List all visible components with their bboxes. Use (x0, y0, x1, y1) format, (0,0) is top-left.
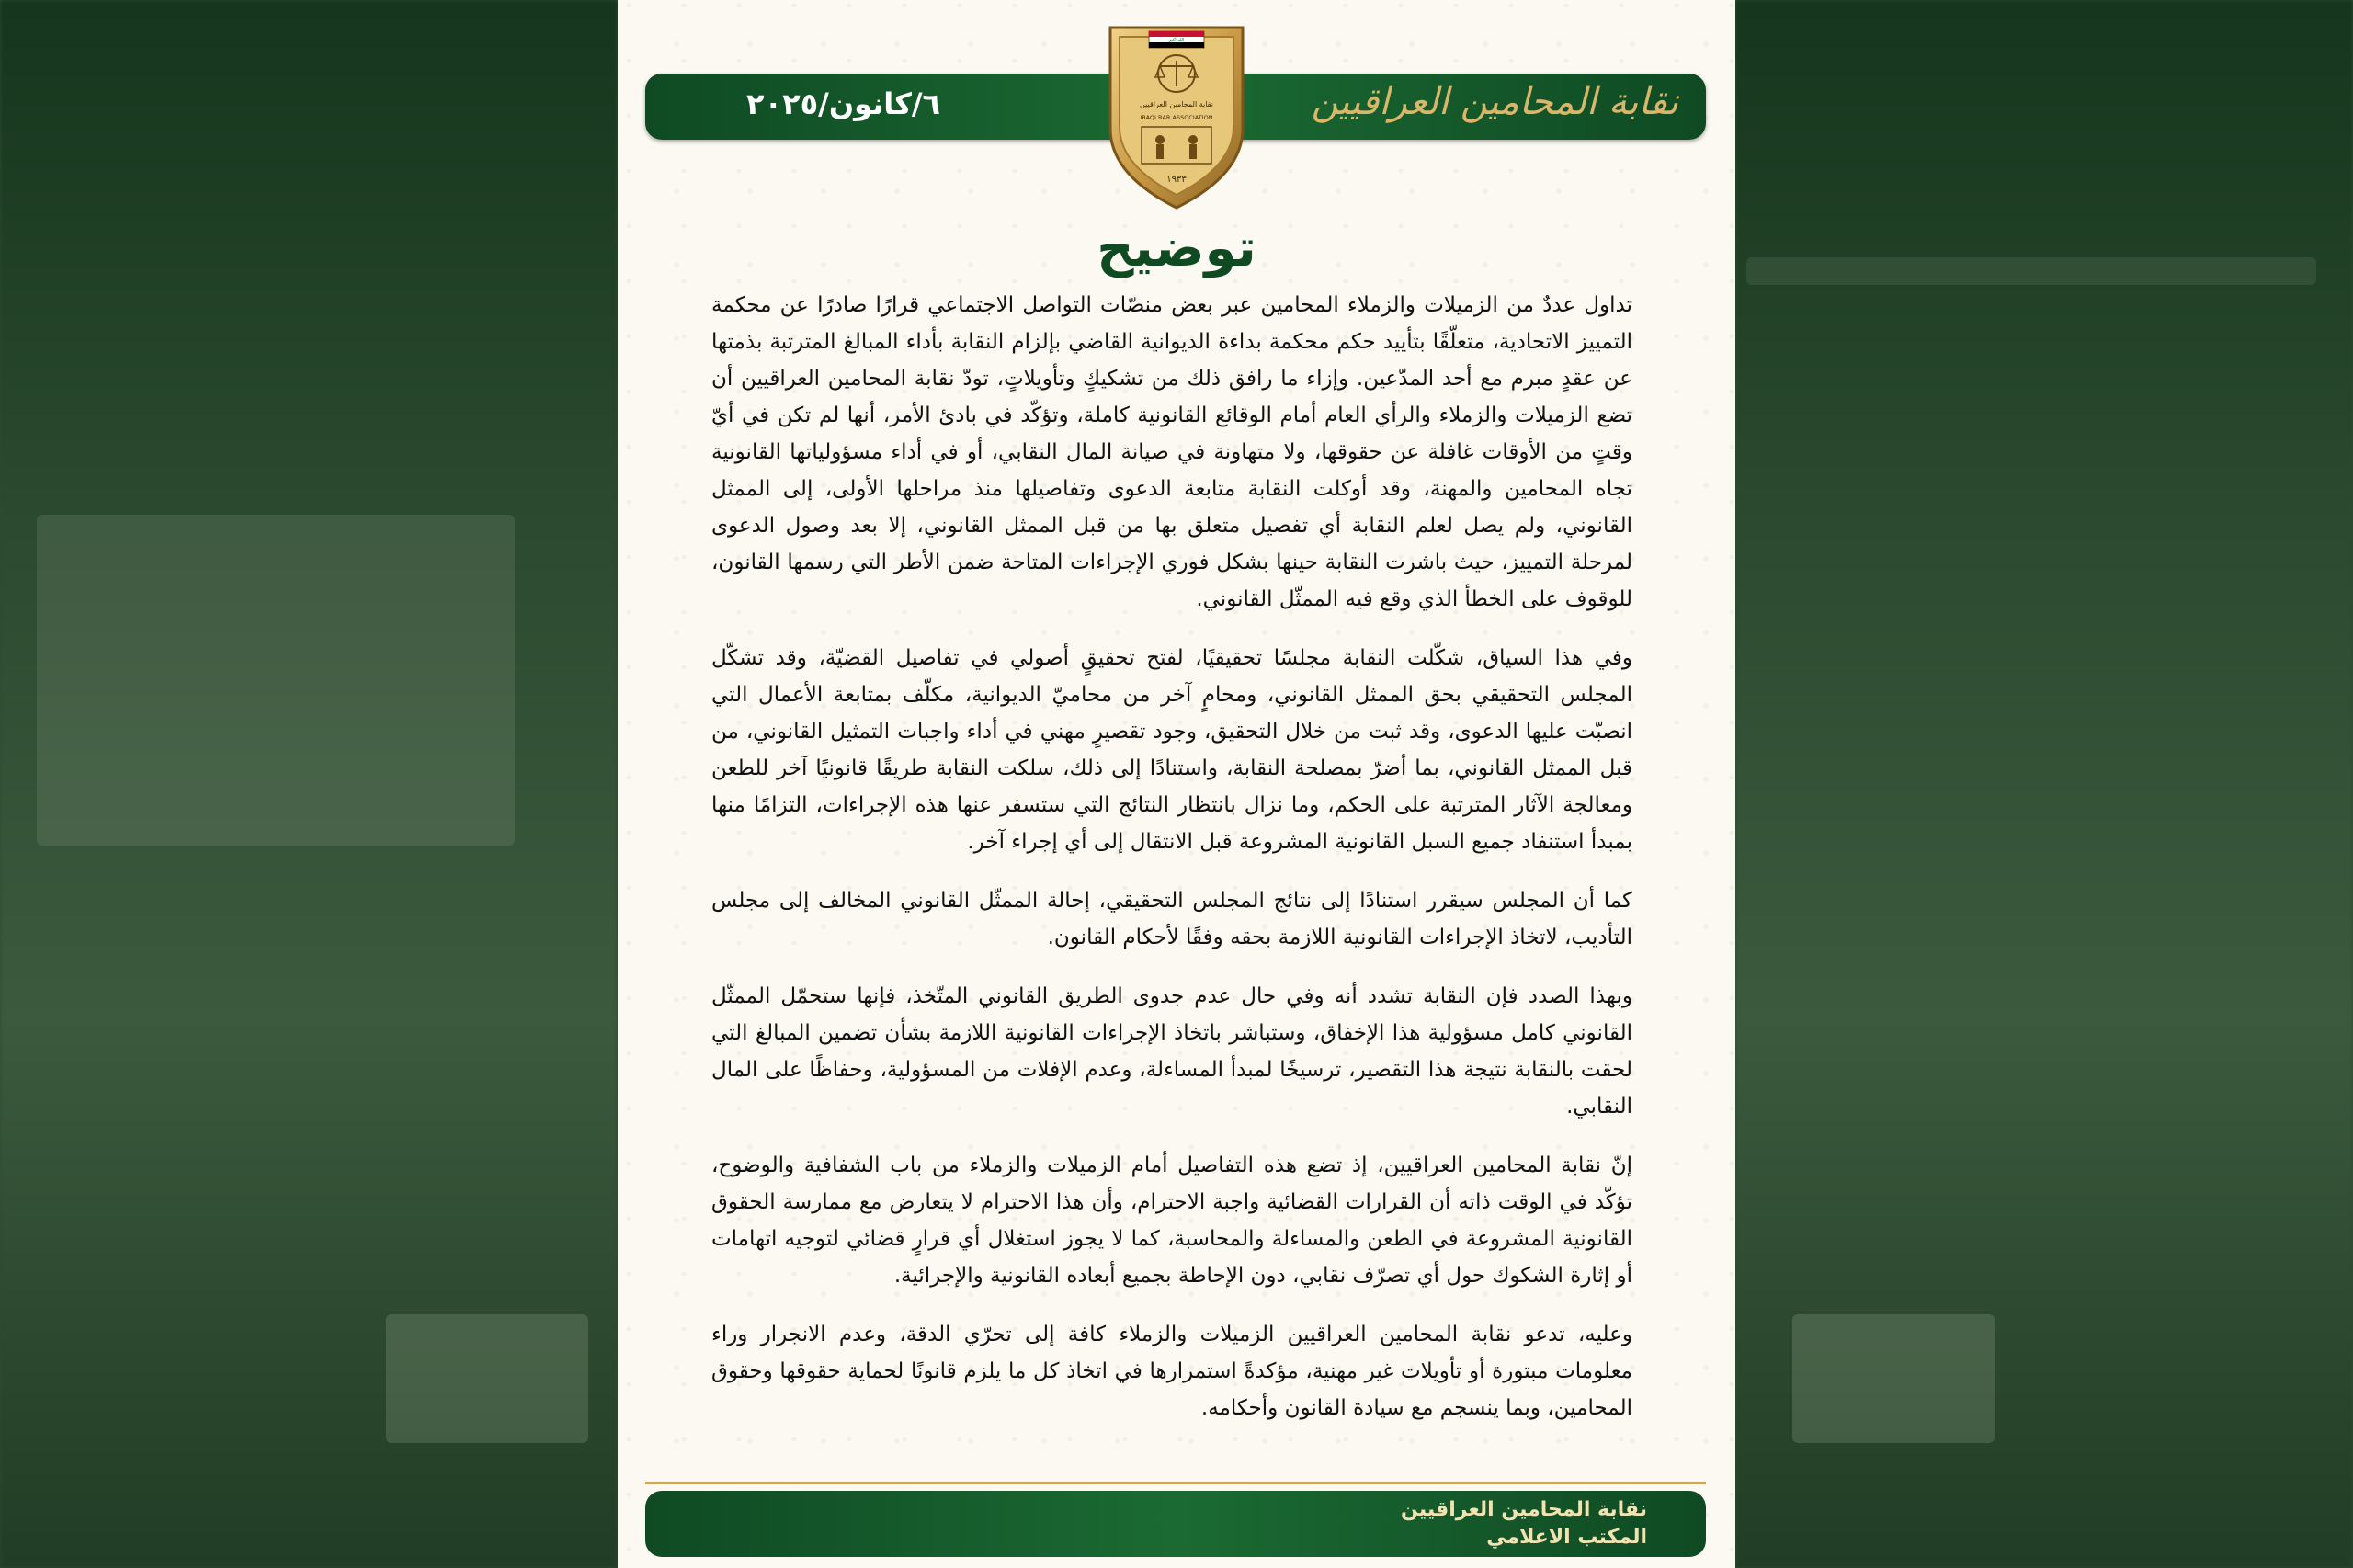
body-paragraph: إنّ نقابة المحامين العراقيين، إذ تضع هذه التفاصيل أمام الزميلات والزملاء من باب الشفافية والوضوح، تؤكّد في الوقت ذاته أن القرارات القضائية واجبة الاحترام، وأن هذا الاحترام لا يتعارض مع ممارسة الحقوق القانونية المشروعة في الطعن والمساءلة والمحاسبة، كما لا يجوز استغلال أي قرارٍ قضائي لتوجيه اتهامات أو إثارة الشكوك حول أي تصرّف نقابي، دون الإحاطة بجميع أبعاده القانونية والإجرائية. (711, 1153, 1632, 1288)
emblem-year: ١٩٣٣ (1166, 175, 1187, 185)
document-page (618, 0, 1735, 1568)
emblem-arabic-name: نقابة المحامين العراقيين (1140, 100, 1213, 108)
document-date: ٦/كانون/٢٠٢٥ (746, 86, 941, 121)
footer-org: نقابة المحامين العراقيين (1401, 1498, 1647, 1521)
footer-bar (645, 1491, 1706, 1557)
body-paragraph: كما أن المجلس سيقرر استنادًا إلى نتائج المجلس التحقيقي، إحالة الممثّل القانوني المخالف إلى مجلس التأديب، لاتخاذ الإجراءات القانونية اللازمة بحقه وفقًا لأحكام القانون. (711, 889, 1632, 949)
background-shape (1792, 1314, 1995, 1443)
body-paragraph: وبهذا الصدد فإن النقابة تشدد أنه وفي حال عدم جدوى الطريق القانوني المتّخذ، فإنها ستحمّل الممثّل القانوني كامل مسؤولية هذا الإخفاق، وستباشر باتخاذ الإجراءات القانونية اللازمة بشأن تضمين المبالغ التي لحقت بالنقابة نتيجة هذا التقصير، ترسيخًا لمبدأ المساءلة، وعدم الإفلات من المسؤولية، وحفاظًا على المال النقابي. (711, 984, 1632, 1119)
footer-office: المكتب الاعلامي (1486, 1526, 1647, 1549)
document-body (711, 287, 1632, 1449)
background-shape (37, 515, 515, 846)
body-paragraph: تداول عددٌ من الزميلات والزملاء المحامين عبر بعض منصّات التواصل الاجتماعي قرارًا صادرًا عن محكمة التمييز الاتحادية، متعلّقًا بتأييد حكم محكمة بداءة الديوانية القاضي بإلزام النقابة بأداء المبالغ المترتبة بذمتها عن عقدٍ مبرم مع أحد المدّعين. وإزاء ما رافق ذلك من تشكيكٍ وتأويلاتٍ، تودّ نقابة المحامين العراقيين أن تضع الزميلات والزملاء والرأي العام أمام الوقائع القانونية كاملة، وتؤكّد في بادئ الأمر، أنها لم تكن في أيّ وقتٍ من الأوقات غافلة عن حقوقها، ولا متهاونة في صيانة المال النقابي، أو في أداء مسؤولياتها القانونية تجاه المحامين والمهنة، وقد أوكلت النقابة متابعة الدعوى وتفاصيلها منذ مراحلها الأولى، إلى الممثل القانوني، ولم يصل لعلم النقابة أي تفصيل متعلق بها من قبل الممثل القانوني، إلا بعد وصول الدعوى لمرحلة التمييز، حيث باشرت النقابة حينها بشكل فوري الإجراءات المتاحة ضمن الأطر التي رسمها القانون، للوقوف على الخطأ الذي وقع فيه الممثّل القانوني. (711, 293, 1632, 611)
iraqi-bar-association-shield-icon (1105, 18, 1248, 211)
background-shape (386, 1314, 588, 1443)
document-title: توضيح (1097, 219, 1256, 278)
org-calligraphy-logo: نقابة المحامين العراقيين (1311, 81, 1678, 123)
emblem-flag-text: الله أكبر (1168, 38, 1185, 43)
footer-divider (645, 1482, 1706, 1484)
body-paragraph: وعليه، تدعو نقابة المحامين العراقيين الزميلات والزملاء كافة إلى تحرّي الدقة، وعدم الانجرار وراء معلومات مبتورة أو تأويلات غير مهنية، مؤكدةً استمرارها في اتخاذ كل ما يلزم قانونًا لحماية حقوقها وحقوق المحامين، وبما ينسجم مع سيادة القانون وأحكامه. (711, 1323, 1632, 1420)
body-paragraph: وفي هذا السياق، شكّلت النقابة مجلسًا تحقيقيًا، لفتح تحقيقٍ أصولي في تفاصيل القضيّة، وقد تشكّل المجلس التحقيقي بحق الممثل القانوني، ومحامٍ آخر من محاميّ الديوانية، مكلّف بمتابعة الأعمال التي انصبّت عليها الدعوى، وقد ثبت من خلال التحقيق، وجود تقصيرٍ مهني في أداء واجبات التمثيل القانوني، من قبل الممثل القانوني، بما أضرّ بمصلحة النقابة، واستنادًا إلى ذلك، سلكت النقابة طريقًا قانونيًا آخر للطعن ومعالجة الآثار المترتبة على الحكم، وما نزال بانتظار النتائج التي ستسفر عنها هذه الإجراءات، التزامًا منها بمبدأ استنفاد جميع السبل القانونية المشروعة قبل الانتقال إلى أي إجراء آخر. (711, 646, 1632, 854)
background-shape (1746, 257, 2316, 285)
emblem-english-name: IRAQI BAR ASSOCIATION (1140, 114, 1213, 121)
